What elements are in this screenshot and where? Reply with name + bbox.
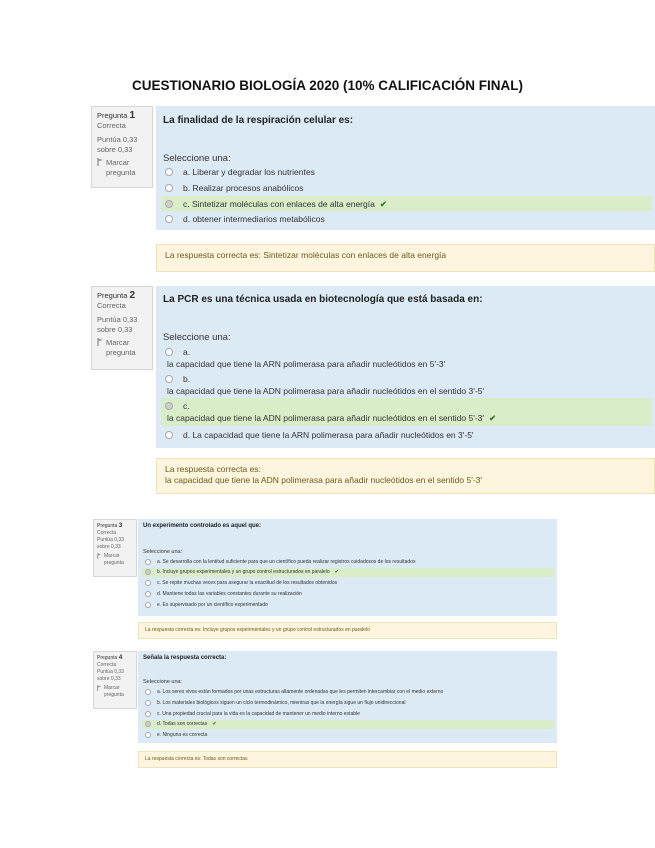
- question-1: [91, 106, 655, 274]
- radio-button[interactable]: [145, 580, 151, 586]
- feedback-text: La respuesta correcta es: Todas son correctas: [145, 756, 248, 762]
- radio-button[interactable]: [165, 215, 173, 223]
- feedback-box: [156, 458, 655, 494]
- option-d[interactable]: d. obtener intermediarios metabólicos: [161, 213, 652, 225]
- flag-icon: [97, 553, 102, 562]
- question-number: Pregunta 1: [97, 110, 136, 121]
- radio-button[interactable]: [145, 591, 151, 597]
- question-body: [156, 286, 655, 448]
- question-info: [91, 106, 153, 188]
- question-4: [93, 651, 563, 773]
- answer-prompt: Seleccione una:: [143, 549, 183, 555]
- option-c[interactable]: c. Una propiedad crucial para la vida es la capacidad de mantener un medio interno estable: [142, 710, 554, 718]
- radio-button[interactable]: [145, 559, 151, 565]
- flag-icon: [97, 158, 104, 169]
- page-title: CUESTIONARIO BIOLOGÍA 2020 (10% CALIFICACIÓN FINAL): [131, 78, 524, 93]
- question-status: Correcta: [97, 530, 117, 536]
- flag-question-link[interactable]: Marcar pregunta: [97, 158, 147, 178]
- question-info: [93, 519, 137, 577]
- radio-button[interactable]: [165, 348, 173, 356]
- option-c[interactable]: c. Sintetizar moléculas con enlaces de alta energía ✔: [161, 196, 652, 211]
- question-3: [93, 519, 563, 641]
- radio-button[interactable]: [165, 184, 173, 192]
- option-b[interactable]: b. Realizar procesos anabólicos: [161, 182, 652, 194]
- option-b[interactable]: b. la capacidad que tiene la ADN polimerasa para añadir nucleótidos en el sentido 3'-5': [167, 374, 485, 396]
- question-2: [91, 286, 655, 498]
- radio-button[interactable]: [145, 721, 151, 727]
- question-score: Puntúa 0,33 sobre 0,33: [97, 537, 124, 550]
- feedback-text: la capacidad que tiene la ADN polimerasa para añadir nucleótidos en el sentido 5'-3': [165, 475, 483, 485]
- feedback-text: La respuesta correcta es: Incluye grupos experimentales y un grupo control estructurados en paralelo: [145, 627, 370, 633]
- radio-button[interactable]: [165, 431, 173, 439]
- option-d[interactable]: d. Mantiene todas las variables constantes durante su realización: [142, 590, 554, 598]
- question-number: Pregunta 3: [97, 522, 123, 529]
- flag-icon: [97, 338, 104, 349]
- flag-icon: [97, 685, 102, 694]
- option-b[interactable]: b. Los materiales biológicos siguen un ciclo termodinámico, mientras que la energía sigue un flujo unidireccional: [142, 699, 554, 707]
- option-a[interactable]: a. Liberar y degradar los nutrientes: [161, 166, 652, 178]
- checkmark-icon: ✔: [212, 721, 217, 727]
- question-text: Un experimento controlado es aquel que:: [143, 523, 262, 529]
- answer-prompt: Seleccione una:: [163, 153, 231, 164]
- question-text: La PCR es una técnica usada en biotecnología que está basada en:: [163, 294, 483, 305]
- option-c[interactable]: c. la capacidad que tiene la ADN polimerasa para añadir nucleótidos en el sentido 5'-3' ✔: [161, 398, 652, 426]
- radio-button[interactable]: [145, 732, 151, 738]
- question-text: La finalidad de la respiración celular es:: [163, 115, 354, 126]
- answer-prompt: Seleccione una:: [163, 332, 231, 343]
- question-number: Pregunta 2: [97, 290, 136, 301]
- question-info: [91, 286, 153, 370]
- question-info: [93, 651, 137, 709]
- question-text: Señala la respuesta correcta:: [143, 655, 227, 661]
- radio-button[interactable]: [145, 569, 151, 575]
- option-d[interactable]: d. Todas son correctas ✔: [142, 720, 554, 729]
- checkmark-icon: ✔: [379, 199, 387, 209]
- answer-prompt: Seleccione una:: [143, 679, 183, 685]
- question-number: Pregunta 4: [97, 654, 123, 661]
- option-e[interactable]: e. Ninguna es correcta: [142, 731, 554, 739]
- question-status: Correcta: [97, 121, 126, 130]
- question-score: Puntúa 0,33 sobre 0,33: [97, 135, 138, 154]
- feedback-box: [138, 751, 557, 768]
- question-body: [138, 651, 557, 743]
- question-score: Puntúa 0,33 sobre 0,33: [97, 315, 138, 334]
- feedback-box: [156, 244, 655, 272]
- flag-question-link[interactable]: Marcar pregunta: [97, 553, 133, 567]
- radio-button[interactable]: [165, 200, 173, 208]
- question-body: [156, 106, 655, 230]
- radio-button[interactable]: [165, 402, 173, 410]
- question-status: Correcta: [97, 301, 126, 310]
- radio-button[interactable]: [145, 602, 151, 608]
- option-a[interactable]: a. Los seres vivos están formados por unas estructuras altamente ordenadas que les permiten intercambiar con el medio externo: [142, 688, 554, 696]
- radio-button[interactable]: [165, 168, 173, 176]
- radio-button[interactable]: [145, 689, 151, 695]
- question-body: [138, 519, 557, 616]
- option-a[interactable]: a. la capacidad que tiene la ARN polimerasa para añadir nucleótidos en 5'-3': [167, 347, 446, 369]
- option-d[interactable]: d. La capacidad que tiene la ARN polimerasa para añadir nucleótidos en 3'-5': [161, 429, 652, 441]
- radio-button[interactable]: [145, 700, 151, 706]
- flag-question-link[interactable]: Marcar pregunta: [97, 338, 147, 358]
- checkmark-icon: ✔: [489, 413, 497, 423]
- feedback-text: La respuesta correcta es: Sintetizar moléculas con enlaces de alta energía: [165, 250, 447, 260]
- feedback-box: [138, 622, 557, 639]
- radio-button[interactable]: [165, 375, 173, 383]
- option-c[interactable]: c. Se repite muchas veces para asegurar la exactitud de los resultados obtenidos: [142, 579, 554, 587]
- checkmark-icon: ✔: [334, 569, 339, 575]
- flag-question-link[interactable]: Marcar pregunta: [97, 685, 133, 699]
- option-e[interactable]: e. Es supervisado por un científico experimentado: [142, 601, 554, 609]
- radio-button[interactable]: [145, 711, 151, 717]
- option-b[interactable]: b. Incluye grupos experimentales y un grupo control estructurados en paralelo ✔: [142, 568, 554, 577]
- feedback-title: La respuesta correcta es:: [165, 464, 261, 474]
- option-a[interactable]: a. Se desarrolla con la lentitud suficiente para que un científico pueda realizar registros cuidadosos de los resultados: [142, 558, 554, 566]
- question-status: Correcta: [97, 662, 117, 668]
- question-score: Puntúa 0,33 sobre 0,33: [97, 669, 124, 682]
